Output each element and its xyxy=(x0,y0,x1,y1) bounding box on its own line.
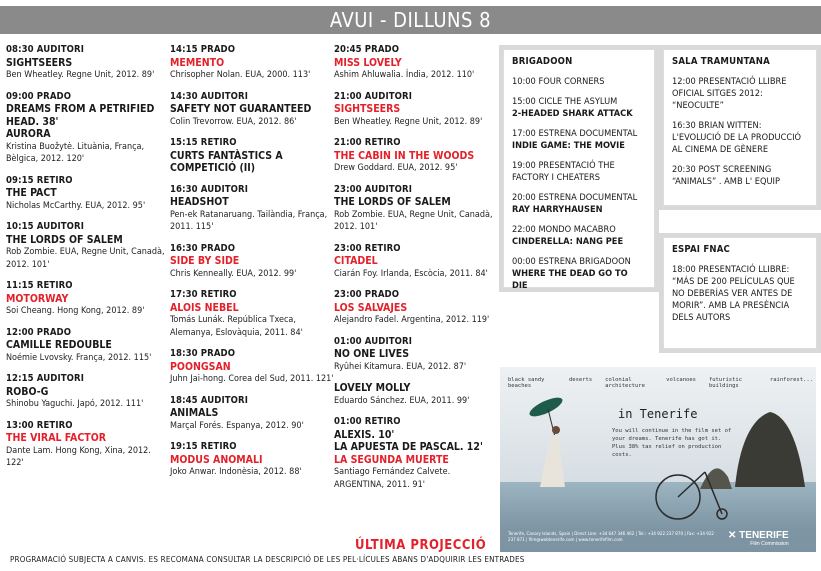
screening-time: 09:15 RETIRO xyxy=(6,174,73,186)
film-title[interactable]: SIDE BY SIDE xyxy=(170,255,240,267)
event-text: 20:00 ESTRENA DOCUMENTAL xyxy=(512,192,638,203)
film-title[interactable]: ALOIS NEBEL xyxy=(170,301,239,314)
film-info: Chris Kenneally. EUA, 2012. 99' xyxy=(170,268,297,279)
tenerife-advertisement[interactable] xyxy=(500,367,816,552)
screening-time: 15:15 RETIRO xyxy=(170,137,237,148)
screening-entry xyxy=(6,373,171,411)
event-text: 15:00 CICLE THE ASYLUM xyxy=(512,96,618,107)
screening-time: 18:30 PRADO xyxy=(170,348,236,359)
screening-entry xyxy=(334,336,499,374)
screening-entry xyxy=(334,382,499,407)
screening-entry xyxy=(170,184,335,234)
screening-time: 10:15 AUDITORI xyxy=(6,221,84,232)
box-title: BRIGADOON xyxy=(512,56,573,67)
film-title[interactable]: THE PACT xyxy=(6,187,57,199)
event-highlight: INDIE GAME: THE MOVIE xyxy=(512,140,625,151)
event-item xyxy=(512,256,646,292)
event-item xyxy=(512,76,646,88)
brigadoon-box xyxy=(503,49,655,291)
event-highlight: 2-HEADED SHARK ATTACK xyxy=(512,108,633,119)
event-item xyxy=(672,264,808,324)
film-title[interactable]: LOS SALVAJES xyxy=(334,301,408,314)
film-title[interactable]: THE VIRAL FACTOR xyxy=(6,432,107,444)
event-highlight: RAY HARRYHAUSEN xyxy=(512,204,603,215)
sala-tramuntana-box xyxy=(663,49,817,206)
film-info: Nicholas McCarthy. EUA, 2012. 95' xyxy=(6,200,146,211)
event-highlight: WHERE THE DEAD GO TO DIE xyxy=(512,268,628,291)
screening-time: 19:15 RETIRO xyxy=(170,441,237,452)
screening-entry xyxy=(6,280,171,318)
screening-entry xyxy=(334,243,499,281)
ad-tag: rainforest... xyxy=(769,377,813,383)
ad-tag-list xyxy=(508,377,813,389)
film-info: Tomás Lunák. República Txeca, Alemanya, Eslovàquia, 2011. 84' xyxy=(170,315,303,338)
event-item xyxy=(672,76,808,112)
screening-time: 23:00 PRADO xyxy=(334,289,400,300)
ad-contact: Tenerife, Canary Islands, Spain | Direct Line: +34 647 346 462 | Tel.: +34 922 237 870 | Fax: +34 922 237 871 | film@webtenerife.com | www.tenerifefilm.com xyxy=(508,532,714,543)
film-info: Eduardo Sánchez. EUA, 2011. 99' xyxy=(334,395,470,406)
schedule-column-1 xyxy=(6,44,171,479)
film-info: Ryûhei Kitamura. EUA, 2012. 87' xyxy=(334,361,467,372)
screening-entry xyxy=(170,137,335,175)
screening-entry xyxy=(334,416,499,491)
screening-entry xyxy=(6,91,171,166)
film-info: Santiago Fernández Calvete. ARGENTINA, 2011. 91' xyxy=(334,467,451,490)
event-text: 18:00 PRESENTACIÓ LLIBRE: “MÁS DE 200 PELÍCULAS QUE NO DEBERÍAS VER ANTES DE MORIR”. AMB LA PRESÈNCIA DELS AUTORS xyxy=(672,264,795,323)
event-item xyxy=(512,96,646,120)
screening-entry xyxy=(170,44,335,82)
screening-entry xyxy=(334,184,499,234)
event-item xyxy=(512,224,646,248)
screening-time: 23:00 AUDITORI xyxy=(334,183,412,195)
film-info: Ciarán Foy. Irlanda, Escòcia, 2011. 84' xyxy=(334,268,488,279)
ad-background xyxy=(500,367,816,552)
screening-time: 23:00 RETIRO xyxy=(334,242,401,254)
film-info: Rob Zombie. EUA, Regne Unit, Canadà, 2012. 101' xyxy=(334,209,493,232)
film-info: Kristina Buožytė. Lituània, França, Bèlgica, 2012. 120' xyxy=(6,141,145,164)
ad-tag: black sandy beaches xyxy=(508,377,545,389)
film-info: Shinobu Yaguchi. Japó, 2012. 111' xyxy=(6,399,144,409)
film-info: Pen-ek Ratanaruang. Tailàndia, França, 2011. 115' xyxy=(170,209,328,232)
screening-entry xyxy=(170,348,335,386)
event-text: 12:00 PRESENTACIÓ LLIBRE OFICIAL SITGES 2012: “NEOCULTE” xyxy=(672,76,787,111)
film-title[interactable]: SIGHTSEERS xyxy=(334,103,401,115)
screening-time: 11:15 RETIRO xyxy=(6,280,73,291)
film-info: Noémie Lvovsky. França, 2012. 115' xyxy=(6,352,152,363)
ad-tag: deserts xyxy=(568,377,593,383)
film-info: Juhn Jai-hong. Corea del Sud, 2011. 121' xyxy=(170,374,334,384)
screening-entry xyxy=(170,289,335,339)
film-title[interactable]: DREAMS FROM A PETRIFIED HEAD. 38' xyxy=(6,103,155,128)
screening-entry xyxy=(334,137,499,175)
film-title[interactable]: ROBO-G xyxy=(6,385,49,398)
film-title[interactable]: AURORA xyxy=(6,128,51,140)
ad-brand xyxy=(728,530,789,547)
screening-entry xyxy=(6,327,171,365)
film-info: Chrisopher Nolan. EUA, 2000. 113' xyxy=(170,70,311,80)
screening-time: 13:00 RETIRO xyxy=(6,419,73,431)
schedule-column-2 xyxy=(170,44,335,488)
event-highlight: CINDERELLA: NANG PEE xyxy=(512,236,624,247)
screening-entry xyxy=(334,44,499,82)
tenerife-logo-icon: ✕ xyxy=(728,530,737,541)
event-item xyxy=(512,160,646,184)
event-text: 22:00 MONDO MACABRO xyxy=(512,224,616,235)
film-info: Colin Trevorrow. EUA, 2012. 86' xyxy=(170,116,297,127)
screening-time: 14:30 AUDITORI xyxy=(170,90,248,102)
film-title[interactable]: MODUS ANOMALI xyxy=(170,453,263,466)
film-info: Joko Anwar. Indonèsia, 2012. 88' xyxy=(170,467,302,477)
screening-entry xyxy=(6,221,171,271)
ad-tag: volcanoes xyxy=(666,377,696,383)
film-title[interactable]: CAMILLE REDOUBLE xyxy=(6,339,112,351)
event-item xyxy=(672,120,808,156)
film-title[interactable]: LA APUESTA DE PASCAL. 12' xyxy=(334,441,483,453)
ad-brand-name: TENERIFE xyxy=(739,530,789,541)
event-text: 17:00 ESTRENA DOCUMENTAL xyxy=(512,128,638,139)
film-info: Alejandro Fadel. Argentina, 2012. 119' xyxy=(334,315,490,325)
film-info: Ben Wheatley. Regne Unit, 2012. 89' xyxy=(334,116,483,127)
ad-body: You will continue in the film set of your dreams. Tenerife has got it. Plus 38% tax relief on production costs. xyxy=(612,428,732,458)
film-title[interactable]: THE LORDS OF SALEM xyxy=(6,233,123,246)
film-title[interactable]: MISS LOVELY xyxy=(334,56,402,69)
film-title[interactable]: CURTS FANTÀSTICS A COMPETICIÓ (II) xyxy=(170,149,283,174)
screening-time: 09:00 PRADO xyxy=(6,90,72,102)
box-title: SALA TRAMUNTANA xyxy=(672,56,770,67)
film-title[interactable]: MOTORWAY xyxy=(6,292,69,305)
event-text: 20:30 POST SCREENING “ANIMALS” . AMB L' EQUIP xyxy=(672,164,780,187)
film-title[interactable]: LOVELY MOLLY xyxy=(334,382,411,394)
screening-entry xyxy=(334,289,499,327)
event-item xyxy=(512,128,646,152)
footnote: PROGRAMACIÓ SUBJECTA A CANVIS. ES RECOMANA CONSULTAR LA DESCRIPCIÓ DE LES PEL·LÍCULES ABANS D'ADQUIRIR LES ENTRADES xyxy=(10,555,525,564)
film-title[interactable]: MEMENTO xyxy=(170,56,225,69)
screening-time: 16:30 AUDITORI xyxy=(170,183,248,195)
film-info: Ashim Ahluwalia. Índia, 2012. 110' xyxy=(334,70,475,80)
screening-time: 01:00 RETIRO xyxy=(334,416,401,427)
screening-entry xyxy=(6,175,171,213)
screening-time: 18:45 AUDITORI xyxy=(170,394,248,406)
screening-entry xyxy=(170,441,335,479)
film-info: Drew Goddard. EUA, 2012. 95' xyxy=(334,163,458,173)
event-text: 10:00 FOUR CORNERS xyxy=(512,76,605,87)
screening-time: 16:30 PRADO xyxy=(170,242,236,254)
film-title[interactable]: POONGSAN xyxy=(170,360,231,373)
screening-time: 01:00 AUDITORI xyxy=(334,335,412,347)
film-title[interactable]: ALEXIS. 10' xyxy=(334,428,395,441)
film-title[interactable]: NO ONE LIVES xyxy=(334,348,409,360)
schedule-column-3 xyxy=(334,44,499,500)
film-title[interactable]: CITADEL xyxy=(334,255,378,267)
ad-headline: in Tenerife xyxy=(618,407,698,421)
screening-time: 14:15 PRADO xyxy=(170,44,236,55)
ad-brand-sub: Film Commission xyxy=(750,541,789,547)
screening-time: 20:45 PRADO xyxy=(334,44,400,55)
screening-time: 12:15 AUDITORI xyxy=(6,373,84,384)
screening-entry xyxy=(6,420,171,470)
event-item xyxy=(672,164,808,188)
film-title[interactable]: SIGHTSEERS xyxy=(6,56,73,69)
screening-time: 08:30 AUDITORI xyxy=(6,44,84,55)
event-text: 00:00 ESTRENA BRIGADOON xyxy=(512,256,631,267)
screening-entry xyxy=(334,91,499,129)
film-info: Soi Cheang. Hong Kong, 2012. 89' xyxy=(6,306,145,316)
event-text: 19:00 PRESENTACIÓ THE FACTORY I CHEATERS xyxy=(512,160,615,183)
film-title[interactable]: THE CABIN IN THE WOODS xyxy=(334,149,475,162)
screening-entry xyxy=(6,44,171,82)
screening-entry xyxy=(170,395,335,433)
screening-entry xyxy=(170,243,335,281)
film-title[interactable]: THE LORDS OF SALEM xyxy=(334,196,451,208)
last-screening-label: ÚLTIMA PROJECCIÓ xyxy=(355,538,487,553)
film-title[interactable]: ANIMALS xyxy=(170,407,219,419)
screening-time: 21:00 RETIRO xyxy=(334,137,401,148)
espai-fnac-box xyxy=(663,237,817,349)
day-banner: AVUI - DILLUNS 8 xyxy=(0,6,821,34)
screening-time: 17:30 RETIRO xyxy=(170,289,237,300)
film-info: Dante Lam. Hong Kong, Xina, 2012. 122' xyxy=(6,445,151,468)
film-info: Marçal Forés. Espanya, 2012. 90' xyxy=(170,420,304,431)
film-title[interactable]: SAFETY NOT GUARANTEED xyxy=(170,103,312,115)
screening-entry xyxy=(170,91,335,129)
screening-time: 21:00 AUDITORI xyxy=(334,90,412,102)
film-info: Ben Wheatley. Regne Unit, 2012. 89' xyxy=(6,70,155,80)
ad-tag: futuristic buildings xyxy=(708,377,743,389)
screening-time: 12:00 PRADO xyxy=(6,326,72,338)
box-title: ESPAI FNAC xyxy=(672,244,731,255)
event-text: 16:30 BRIAN WITTEN: L'EVOLUCIÓ DE LA PRODUCCIÓ AL CINEMA DE GÈNERE xyxy=(672,120,802,155)
event-item xyxy=(512,192,646,216)
ad-tag: colonial architecture xyxy=(605,377,645,389)
film-title[interactable]: LA SEGUNDA MUERTE xyxy=(334,453,449,466)
film-info: Rob Zombie. EUA, Regne Unit, Canadà, 2012. 101' xyxy=(6,247,165,270)
film-title[interactable]: HEADSHOT xyxy=(170,196,229,208)
